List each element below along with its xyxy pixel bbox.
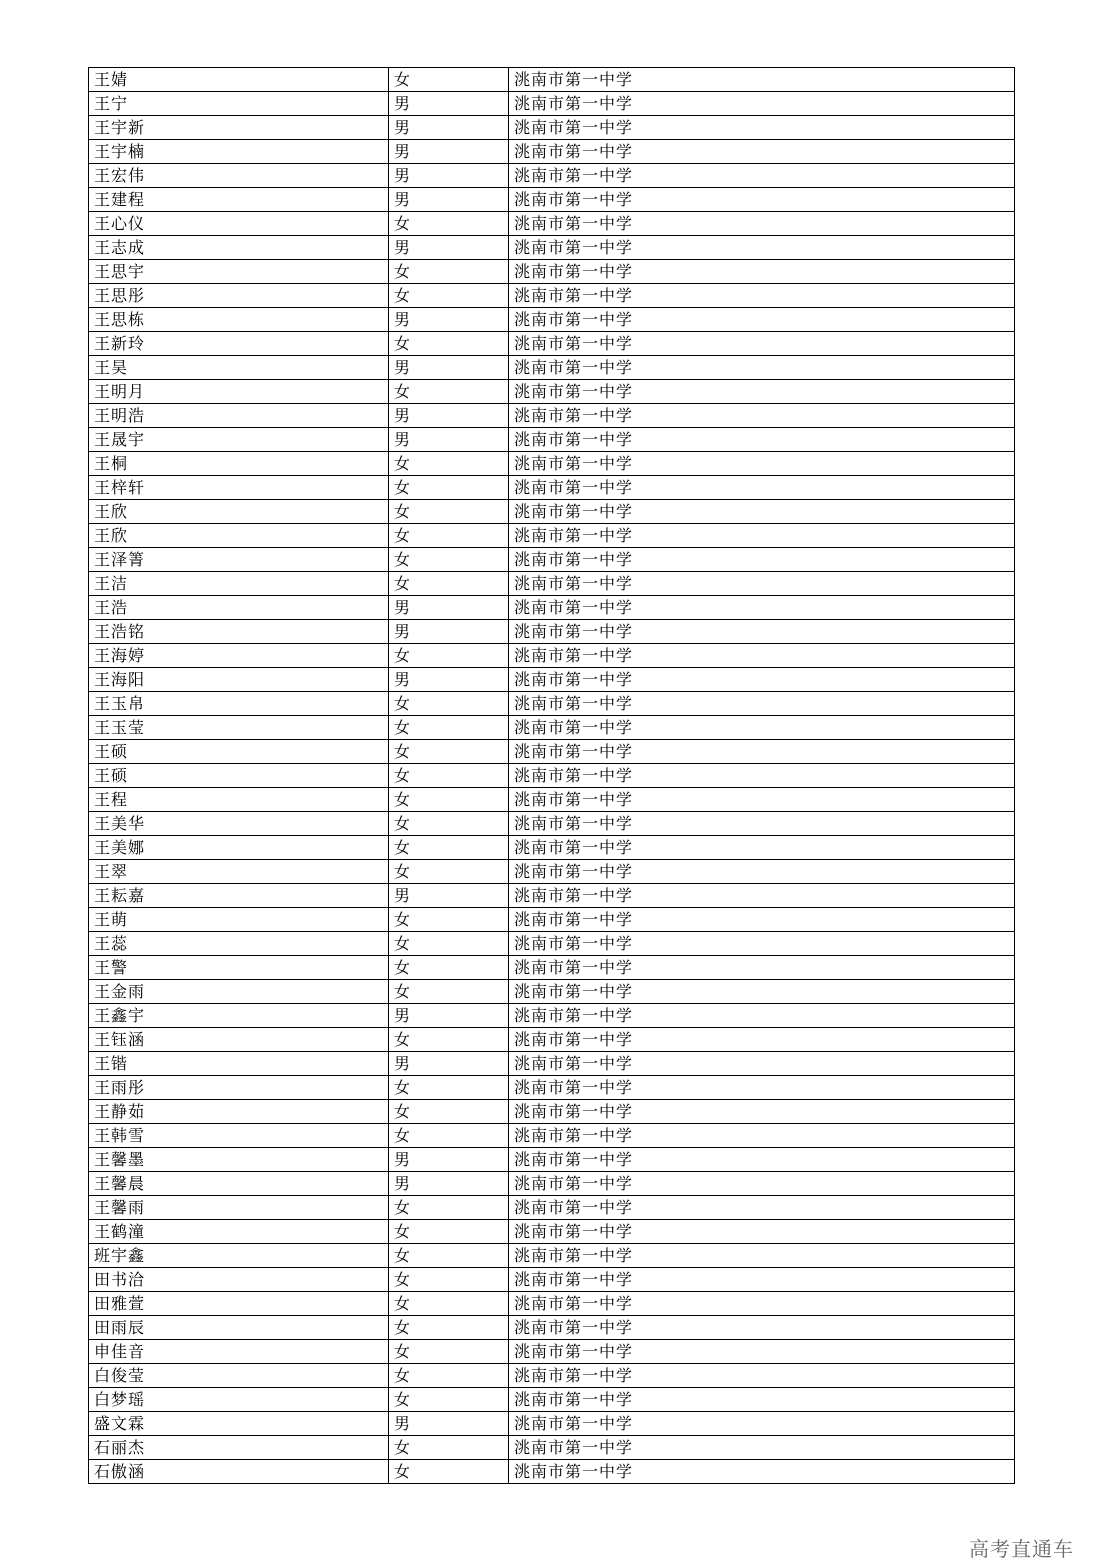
name-cell: 王韩雪 bbox=[89, 1124, 389, 1148]
table-row bbox=[89, 236, 1015, 260]
table-row bbox=[89, 1076, 1015, 1100]
gender-cell: 女 bbox=[389, 572, 509, 596]
school-cell: 洮南市第一中学 bbox=[509, 212, 1015, 236]
table-row bbox=[89, 260, 1015, 284]
school-cell: 洮南市第一中学 bbox=[509, 404, 1015, 428]
table-row bbox=[89, 1220, 1015, 1244]
gender-cell: 女 bbox=[389, 908, 509, 932]
table-row bbox=[89, 356, 1015, 380]
gender-cell: 男 bbox=[389, 140, 509, 164]
roster-table bbox=[88, 67, 1015, 1484]
school-cell: 洮南市第一中学 bbox=[509, 884, 1015, 908]
table-row bbox=[89, 644, 1015, 668]
roster-body bbox=[89, 68, 1015, 1484]
school-cell: 洮南市第一中学 bbox=[509, 668, 1015, 692]
school-cell: 洮南市第一中学 bbox=[509, 428, 1015, 452]
school-cell: 洮南市第一中学 bbox=[509, 236, 1015, 260]
table-row bbox=[89, 1124, 1015, 1148]
name-cell: 王美华 bbox=[89, 812, 389, 836]
gender-cell: 男 bbox=[389, 428, 509, 452]
gender-cell: 女 bbox=[389, 476, 509, 500]
gender-cell: 女 bbox=[389, 932, 509, 956]
table-row bbox=[89, 308, 1015, 332]
gender-cell: 女 bbox=[389, 860, 509, 884]
school-cell: 洮南市第一中学 bbox=[509, 572, 1015, 596]
gender-cell: 女 bbox=[389, 644, 509, 668]
gender-cell: 女 bbox=[389, 548, 509, 572]
gender-cell: 女 bbox=[389, 524, 509, 548]
school-cell: 洮南市第一中学 bbox=[509, 1100, 1015, 1124]
table-row bbox=[89, 92, 1015, 116]
table-row bbox=[89, 548, 1015, 572]
table-row bbox=[89, 188, 1015, 212]
school-cell: 洮南市第一中学 bbox=[509, 812, 1015, 836]
name-cell: 白俊莹 bbox=[89, 1364, 389, 1388]
name-cell: 王晟宇 bbox=[89, 428, 389, 452]
school-cell: 洮南市第一中学 bbox=[509, 92, 1015, 116]
name-cell: 王警 bbox=[89, 956, 389, 980]
gender-cell: 女 bbox=[389, 1244, 509, 1268]
gender-cell: 男 bbox=[389, 884, 509, 908]
gender-cell: 男 bbox=[389, 1412, 509, 1436]
name-cell: 王宇楠 bbox=[89, 140, 389, 164]
gender-cell: 女 bbox=[389, 1124, 509, 1148]
name-cell: 王钰涵 bbox=[89, 1028, 389, 1052]
table-row bbox=[89, 212, 1015, 236]
gender-cell: 女 bbox=[389, 740, 509, 764]
school-cell: 洮南市第一中学 bbox=[509, 932, 1015, 956]
table-row bbox=[89, 1292, 1015, 1316]
gender-cell: 女 bbox=[389, 1076, 509, 1100]
school-cell: 洮南市第一中学 bbox=[509, 1028, 1015, 1052]
name-cell: 王宁 bbox=[89, 92, 389, 116]
name-cell: 王硕 bbox=[89, 740, 389, 764]
gender-cell: 女 bbox=[389, 1196, 509, 1220]
gender-cell: 女 bbox=[389, 1436, 509, 1460]
name-cell: 王翠 bbox=[89, 860, 389, 884]
school-cell: 洮南市第一中学 bbox=[509, 1292, 1015, 1316]
school-cell: 洮南市第一中学 bbox=[509, 1076, 1015, 1100]
gender-cell: 男 bbox=[389, 164, 509, 188]
table-row bbox=[89, 596, 1015, 620]
gender-cell: 男 bbox=[389, 1172, 509, 1196]
school-cell: 洮南市第一中学 bbox=[509, 1388, 1015, 1412]
gender-cell: 女 bbox=[389, 1460, 509, 1484]
table-row bbox=[89, 1052, 1015, 1076]
name-cell: 王程 bbox=[89, 788, 389, 812]
gender-cell: 女 bbox=[389, 716, 509, 740]
table-row bbox=[89, 1100, 1015, 1124]
name-cell: 王玉莹 bbox=[89, 716, 389, 740]
table-row bbox=[89, 404, 1015, 428]
gender-cell: 女 bbox=[389, 1364, 509, 1388]
gender-cell: 女 bbox=[389, 692, 509, 716]
gender-cell: 男 bbox=[389, 1148, 509, 1172]
gender-cell: 男 bbox=[389, 668, 509, 692]
gender-cell: 男 bbox=[389, 1004, 509, 1028]
table-row bbox=[89, 1196, 1015, 1220]
gender-cell: 女 bbox=[389, 1100, 509, 1124]
gender-cell: 男 bbox=[389, 92, 509, 116]
school-cell: 洮南市第一中学 bbox=[509, 188, 1015, 212]
table-row bbox=[89, 284, 1015, 308]
table-row bbox=[89, 740, 1015, 764]
name-cell: 王欣 bbox=[89, 500, 389, 524]
name-cell: 王欣 bbox=[89, 524, 389, 548]
name-cell: 石丽杰 bbox=[89, 1436, 389, 1460]
gender-cell: 女 bbox=[389, 1268, 509, 1292]
table-row bbox=[89, 428, 1015, 452]
gender-cell: 男 bbox=[389, 620, 509, 644]
school-cell: 洮南市第一中学 bbox=[509, 1220, 1015, 1244]
gender-cell: 男 bbox=[389, 236, 509, 260]
name-cell: 王新玲 bbox=[89, 332, 389, 356]
table-row bbox=[89, 140, 1015, 164]
table-row bbox=[89, 620, 1015, 644]
gender-cell: 女 bbox=[389, 1340, 509, 1364]
watermark: 高考直通车 bbox=[969, 1537, 1074, 1561]
school-cell: 洮南市第一中学 bbox=[509, 500, 1015, 524]
name-cell: 班宇鑫 bbox=[89, 1244, 389, 1268]
school-cell: 洮南市第一中学 bbox=[509, 284, 1015, 308]
school-cell: 洮南市第一中学 bbox=[509, 524, 1015, 548]
school-cell: 洮南市第一中学 bbox=[509, 1436, 1015, 1460]
school-cell: 洮南市第一中学 bbox=[509, 380, 1015, 404]
school-cell: 洮南市第一中学 bbox=[509, 1316, 1015, 1340]
name-cell: 田雅萱 bbox=[89, 1292, 389, 1316]
school-cell: 洮南市第一中学 bbox=[509, 116, 1015, 140]
name-cell: 王硕 bbox=[89, 764, 389, 788]
school-cell: 洮南市第一中学 bbox=[509, 308, 1015, 332]
gender-cell: 女 bbox=[389, 1220, 509, 1244]
table-row bbox=[89, 1172, 1015, 1196]
school-cell: 洮南市第一中学 bbox=[509, 1196, 1015, 1220]
table-row bbox=[89, 980, 1015, 1004]
table-row bbox=[89, 1436, 1015, 1460]
gender-cell: 女 bbox=[389, 1388, 509, 1412]
table-row bbox=[89, 956, 1015, 980]
name-cell: 田书洽 bbox=[89, 1268, 389, 1292]
school-cell: 洮南市第一中学 bbox=[509, 1460, 1015, 1484]
gender-cell: 女 bbox=[389, 68, 509, 92]
name-cell: 王昊 bbox=[89, 356, 389, 380]
school-cell: 洮南市第一中学 bbox=[509, 356, 1015, 380]
gender-cell: 女 bbox=[389, 1292, 509, 1316]
name-cell: 田雨辰 bbox=[89, 1316, 389, 1340]
school-cell: 洮南市第一中学 bbox=[509, 1124, 1015, 1148]
school-cell: 洮南市第一中学 bbox=[509, 836, 1015, 860]
table-row bbox=[89, 1364, 1015, 1388]
gender-cell: 女 bbox=[389, 332, 509, 356]
table-row bbox=[89, 1004, 1015, 1028]
table-row bbox=[89, 1316, 1015, 1340]
name-cell: 王美娜 bbox=[89, 836, 389, 860]
school-cell: 洮南市第一中学 bbox=[509, 644, 1015, 668]
name-cell: 王馨墨 bbox=[89, 1148, 389, 1172]
gender-cell: 女 bbox=[389, 500, 509, 524]
name-cell: 王海阳 bbox=[89, 668, 389, 692]
name-cell: 王泽箐 bbox=[89, 548, 389, 572]
table-row bbox=[89, 1340, 1015, 1364]
table-row bbox=[89, 476, 1015, 500]
gender-cell: 男 bbox=[389, 596, 509, 620]
school-cell: 洮南市第一中学 bbox=[509, 740, 1015, 764]
table-row bbox=[89, 380, 1015, 404]
table-row bbox=[89, 884, 1015, 908]
school-cell: 洮南市第一中学 bbox=[509, 980, 1015, 1004]
name-cell: 白梦瑶 bbox=[89, 1388, 389, 1412]
table-row bbox=[89, 836, 1015, 860]
name-cell: 王洁 bbox=[89, 572, 389, 596]
name-cell: 王馨雨 bbox=[89, 1196, 389, 1220]
gender-cell: 女 bbox=[389, 1028, 509, 1052]
table-row bbox=[89, 452, 1015, 476]
gender-cell: 女 bbox=[389, 812, 509, 836]
school-cell: 洮南市第一中学 bbox=[509, 620, 1015, 644]
table-row bbox=[89, 668, 1015, 692]
name-cell: 王桐 bbox=[89, 452, 389, 476]
table-row bbox=[89, 692, 1015, 716]
school-cell: 洮南市第一中学 bbox=[509, 692, 1015, 716]
gender-cell: 女 bbox=[389, 980, 509, 1004]
school-cell: 洮南市第一中学 bbox=[509, 1172, 1015, 1196]
table-row bbox=[89, 164, 1015, 188]
gender-cell: 女 bbox=[389, 764, 509, 788]
school-cell: 洮南市第一中学 bbox=[509, 164, 1015, 188]
school-cell: 洮南市第一中学 bbox=[509, 332, 1015, 356]
school-cell: 洮南市第一中学 bbox=[509, 1412, 1015, 1436]
name-cell: 王明月 bbox=[89, 380, 389, 404]
gender-cell: 女 bbox=[389, 260, 509, 284]
school-cell: 洮南市第一中学 bbox=[509, 596, 1015, 620]
school-cell: 洮南市第一中学 bbox=[509, 68, 1015, 92]
school-cell: 洮南市第一中学 bbox=[509, 860, 1015, 884]
name-cell: 王玉帛 bbox=[89, 692, 389, 716]
name-cell: 王明浩 bbox=[89, 404, 389, 428]
name-cell: 王金雨 bbox=[89, 980, 389, 1004]
name-cell: 王鑫宇 bbox=[89, 1004, 389, 1028]
name-cell: 王建程 bbox=[89, 188, 389, 212]
table-row bbox=[89, 908, 1015, 932]
gender-cell: 女 bbox=[389, 836, 509, 860]
school-cell: 洮南市第一中学 bbox=[509, 764, 1015, 788]
table-row bbox=[89, 1244, 1015, 1268]
table-row bbox=[89, 1460, 1015, 1484]
gender-cell: 女 bbox=[389, 212, 509, 236]
table-row bbox=[89, 1028, 1015, 1052]
name-cell: 王浩铭 bbox=[89, 620, 389, 644]
school-cell: 洮南市第一中学 bbox=[509, 1244, 1015, 1268]
name-cell: 王梓轩 bbox=[89, 476, 389, 500]
table-row bbox=[89, 764, 1015, 788]
gender-cell: 男 bbox=[389, 356, 509, 380]
school-cell: 洮南市第一中学 bbox=[509, 1052, 1015, 1076]
gender-cell: 男 bbox=[389, 188, 509, 212]
name-cell: 王蕊 bbox=[89, 932, 389, 956]
school-cell: 洮南市第一中学 bbox=[509, 260, 1015, 284]
table-row bbox=[89, 1148, 1015, 1172]
name-cell: 王宏伟 bbox=[89, 164, 389, 188]
school-cell: 洮南市第一中学 bbox=[509, 788, 1015, 812]
name-cell: 王雨彤 bbox=[89, 1076, 389, 1100]
name-cell: 王萌 bbox=[89, 908, 389, 932]
gender-cell: 男 bbox=[389, 308, 509, 332]
name-cell: 王思宇 bbox=[89, 260, 389, 284]
name-cell: 王思栋 bbox=[89, 308, 389, 332]
school-cell: 洮南市第一中学 bbox=[509, 548, 1015, 572]
school-cell: 洮南市第一中学 bbox=[509, 1004, 1015, 1028]
name-cell: 盛文霖 bbox=[89, 1412, 389, 1436]
table-row bbox=[89, 500, 1015, 524]
name-cell: 王浩 bbox=[89, 596, 389, 620]
table-row bbox=[89, 1268, 1015, 1292]
gender-cell: 男 bbox=[389, 116, 509, 140]
table-row bbox=[89, 812, 1015, 836]
name-cell: 王馨晨 bbox=[89, 1172, 389, 1196]
gender-cell: 男 bbox=[389, 1052, 509, 1076]
name-cell: 王志成 bbox=[89, 236, 389, 260]
name-cell: 申佳音 bbox=[89, 1340, 389, 1364]
school-cell: 洮南市第一中学 bbox=[509, 1340, 1015, 1364]
name-cell: 王耘嘉 bbox=[89, 884, 389, 908]
table-row bbox=[89, 524, 1015, 548]
gender-cell: 女 bbox=[389, 956, 509, 980]
name-cell: 王婧 bbox=[89, 68, 389, 92]
school-cell: 洮南市第一中学 bbox=[509, 452, 1015, 476]
name-cell: 王海婷 bbox=[89, 644, 389, 668]
table-row bbox=[89, 860, 1015, 884]
school-cell: 洮南市第一中学 bbox=[509, 140, 1015, 164]
table-row bbox=[89, 716, 1015, 740]
name-cell: 王静茹 bbox=[89, 1100, 389, 1124]
name-cell: 石傲涵 bbox=[89, 1460, 389, 1484]
table-row bbox=[89, 1412, 1015, 1436]
name-cell: 王宇新 bbox=[89, 116, 389, 140]
gender-cell: 女 bbox=[389, 284, 509, 308]
school-cell: 洮南市第一中学 bbox=[509, 956, 1015, 980]
table-row bbox=[89, 788, 1015, 812]
school-cell: 洮南市第一中学 bbox=[509, 908, 1015, 932]
name-cell: 王锴 bbox=[89, 1052, 389, 1076]
table-row bbox=[89, 572, 1015, 596]
name-cell: 王鹤潼 bbox=[89, 1220, 389, 1244]
table-row bbox=[89, 116, 1015, 140]
school-cell: 洮南市第一中学 bbox=[509, 1268, 1015, 1292]
school-cell: 洮南市第一中学 bbox=[509, 1364, 1015, 1388]
table-row bbox=[89, 932, 1015, 956]
name-cell: 王心仪 bbox=[89, 212, 389, 236]
name-cell: 王思彤 bbox=[89, 284, 389, 308]
table-row bbox=[89, 68, 1015, 92]
table-row bbox=[89, 1388, 1015, 1412]
gender-cell: 女 bbox=[389, 380, 509, 404]
school-cell: 洮南市第一中学 bbox=[509, 716, 1015, 740]
gender-cell: 女 bbox=[389, 1316, 509, 1340]
gender-cell: 男 bbox=[389, 404, 509, 428]
gender-cell: 女 bbox=[389, 452, 509, 476]
table-row bbox=[89, 332, 1015, 356]
gender-cell: 女 bbox=[389, 788, 509, 812]
school-cell: 洮南市第一中学 bbox=[509, 476, 1015, 500]
school-cell: 洮南市第一中学 bbox=[509, 1148, 1015, 1172]
